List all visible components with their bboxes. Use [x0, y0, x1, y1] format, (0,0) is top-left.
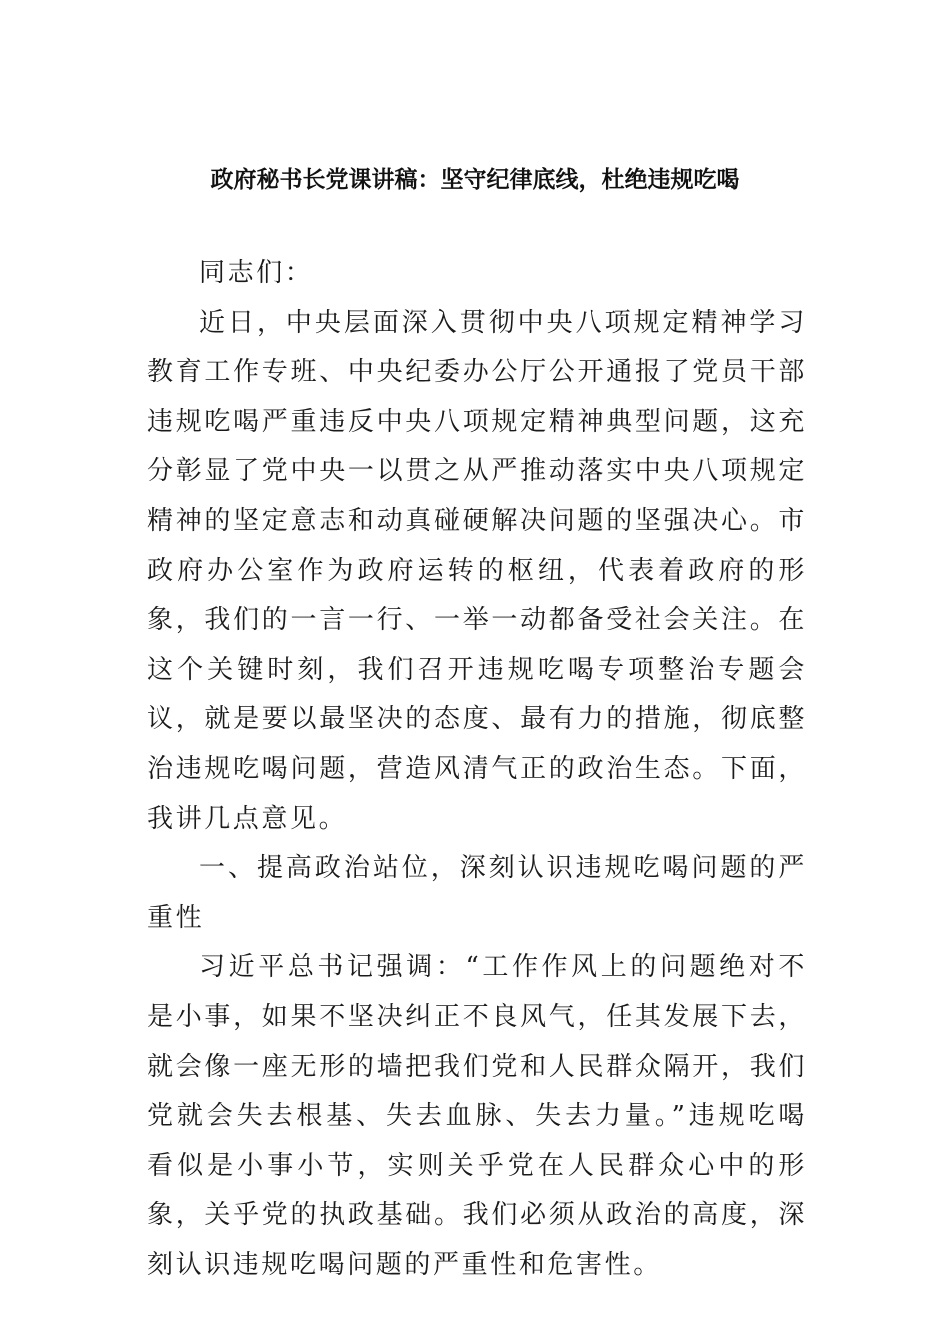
document-title: 政府秘书长党课讲稿：坚守纪律底线，杜绝违规吃喝: [210, 166, 740, 193]
section-1-paragraph: 习近平总书记强调：“工作作风上的问题绝对不是小事，如果不坚决纠正不良风气，任其发展下去，就会像一座无形的墙把我们党和人民群众隔开，我们党就会失去根基、失去血脉、失去力量。”违规吃喝看似是小事小节，实则关乎党在人民群众心中的形象，关乎党的执政基础。我们必须从政治的高度，深刻认识违规吃喝问题的严重性和危害性。: [147, 952, 807, 1280]
salutation-paragraph: 同志们：: [199, 258, 314, 288]
intro-paragraph: 近日，中央层面深入贯彻中央八项规定精神学习教育工作专班、中央纪委办公厅公开通报了党员干部违规吃喝严重违反中央八项规定精神典型问题，这充分彰显了党中央一以贯之从严推动落实中央八项规定精神的坚定意志和动真碰硬解决问题的坚强决心。市政府办公室作为政府运转的枢纽，代表着政府的形象，我们的一言一行、一举一动都备受社会关注。在这个关键时刻，我们召开违规吃喝专项整治专题会议，就是要以最坚决的态度、最有力的措施，彻底整治违规吃喝问题，营造风清气正的政治生态。下面，我讲几点意见。: [147, 307, 807, 834]
document-body: [147, 249, 807, 1290]
section-heading-1: 一、提高政治站位，深刻认识违规吃喝问题的严重性: [147, 853, 807, 933]
